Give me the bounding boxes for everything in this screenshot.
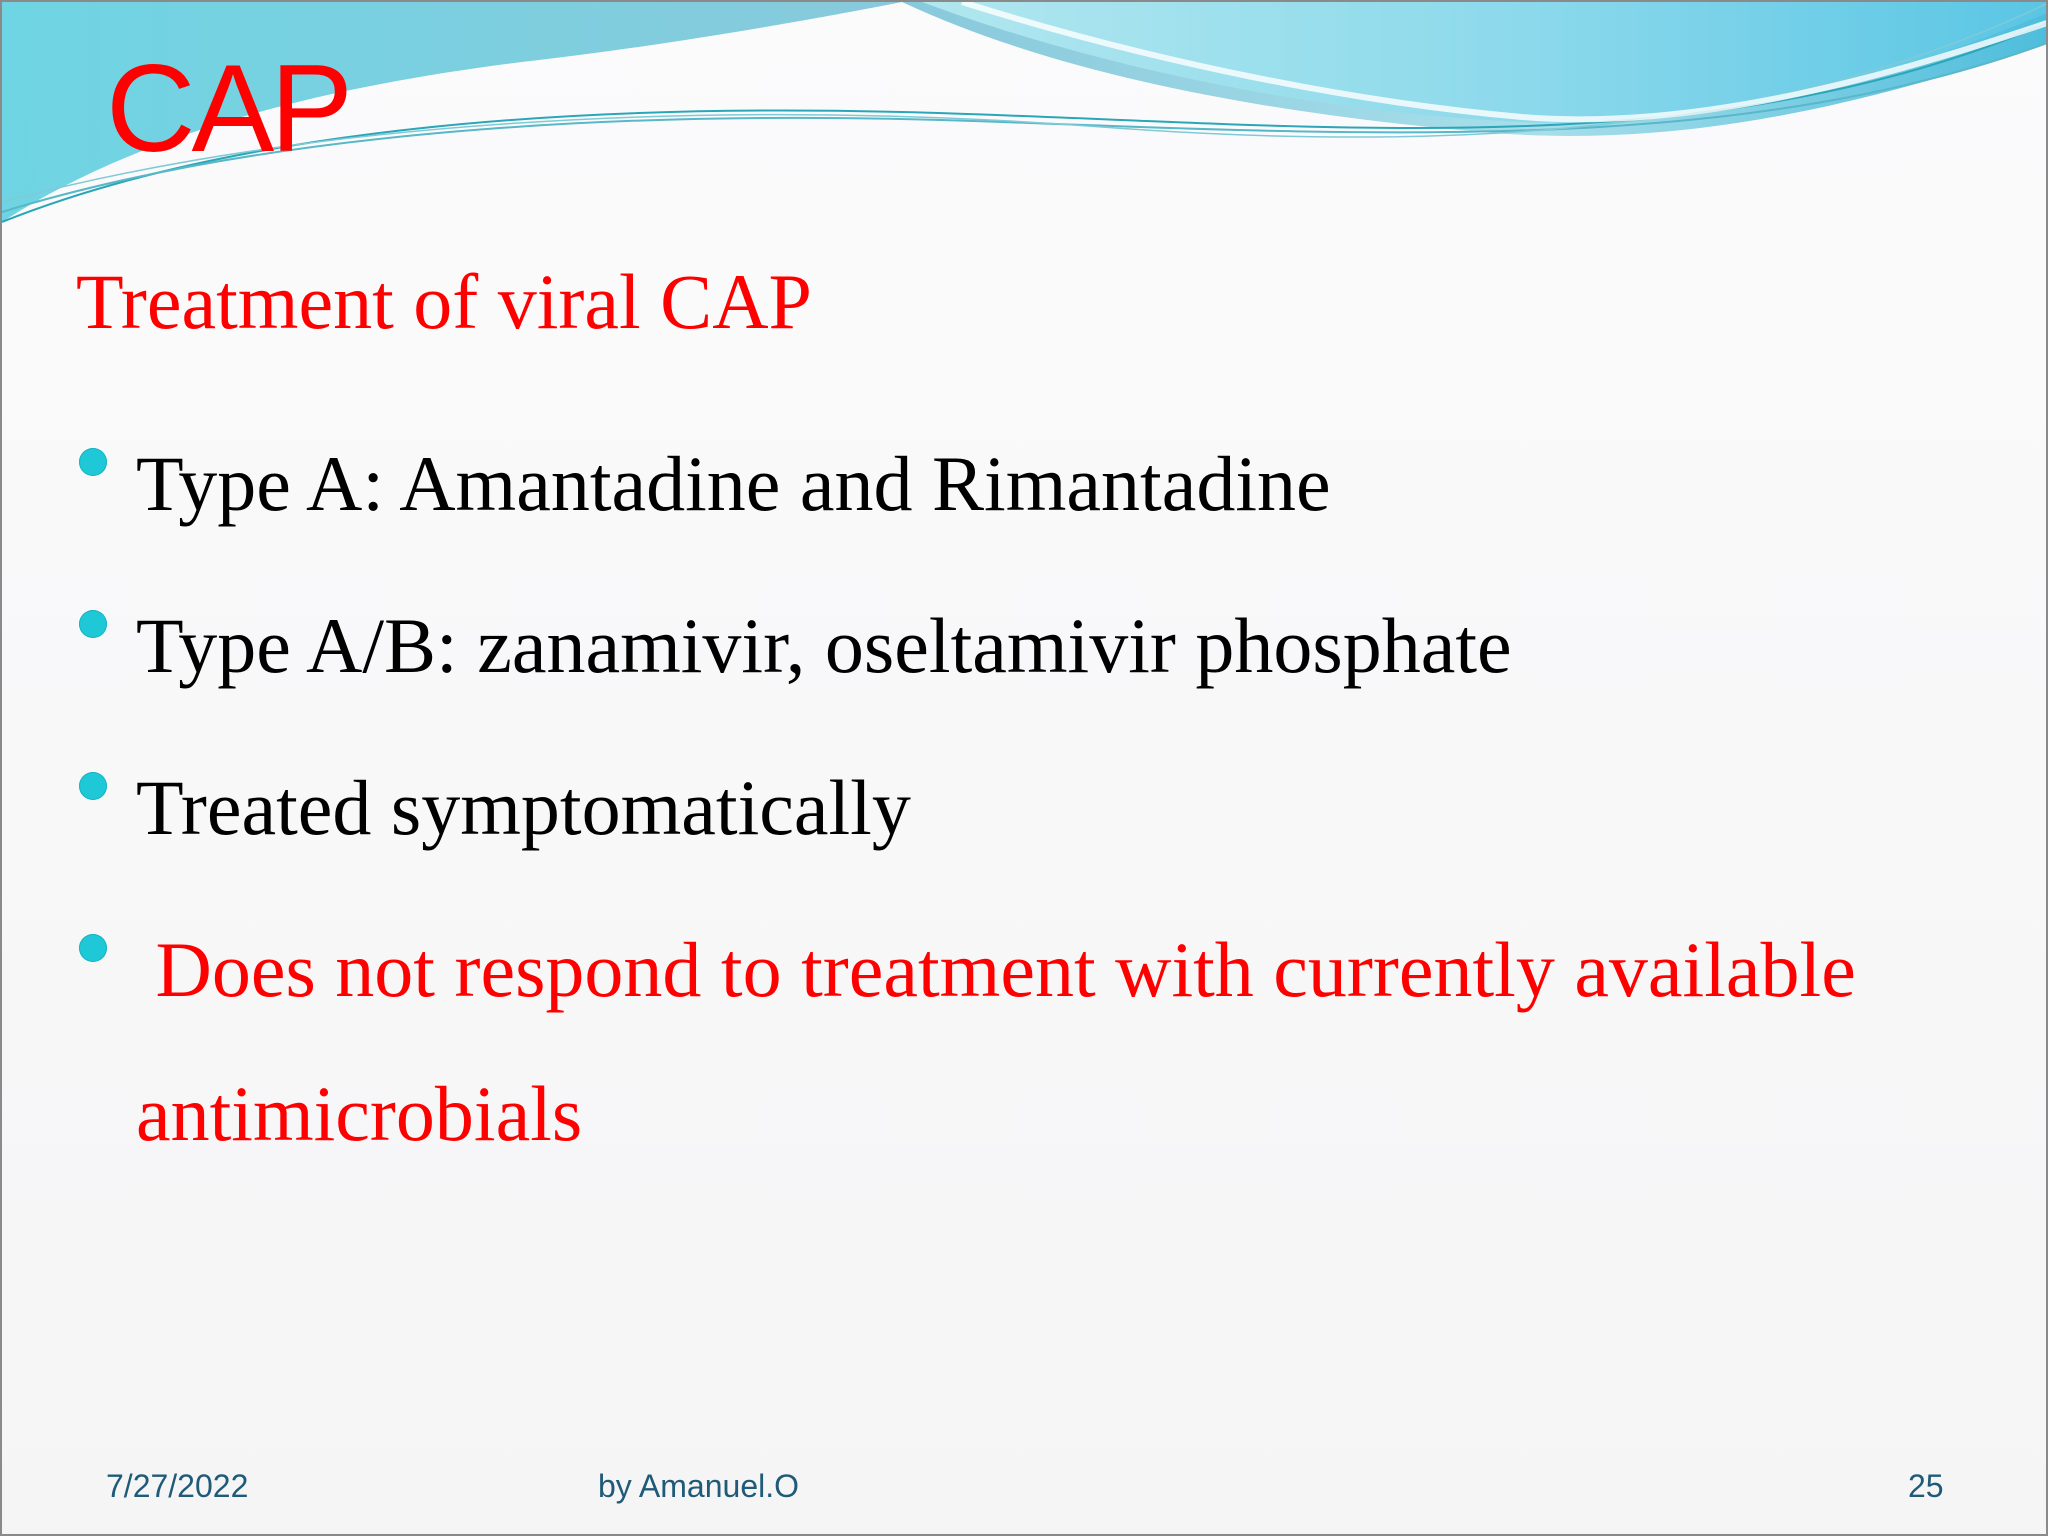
footer-date: 7/27/2022 <box>106 1468 249 1504</box>
bullet-item <box>76 412 1976 574</box>
bullet-text: Treated symptomatically <box>136 764 911 851</box>
bullet-item <box>76 574 1976 736</box>
bullet-text: Does not respond to treatment with currently available antimicrobials <box>136 926 1876 1157</box>
bullet-dot-icon <box>79 934 107 962</box>
bullet-dot-icon <box>79 610 107 638</box>
footer-page-number: 25 <box>1908 1468 1944 1504</box>
slide-subtitle: Treatment of viral CAP <box>76 258 812 345</box>
bullet-item-highlight <box>76 898 1976 1186</box>
bullet-text: Type A: Amantadine and Rimantadine <box>136 440 1331 527</box>
slide-title: CAP <box>106 40 349 178</box>
bullet-text: Type A/B: zanamivir, oseltamivir phosphate <box>136 602 1512 689</box>
bullet-item <box>76 736 1976 898</box>
bullet-list <box>76 412 1976 1186</box>
bullet-dot-icon <box>79 448 107 476</box>
bullet-dot-icon <box>79 772 107 800</box>
footer-author: by Amanuel.O <box>598 1468 799 1504</box>
